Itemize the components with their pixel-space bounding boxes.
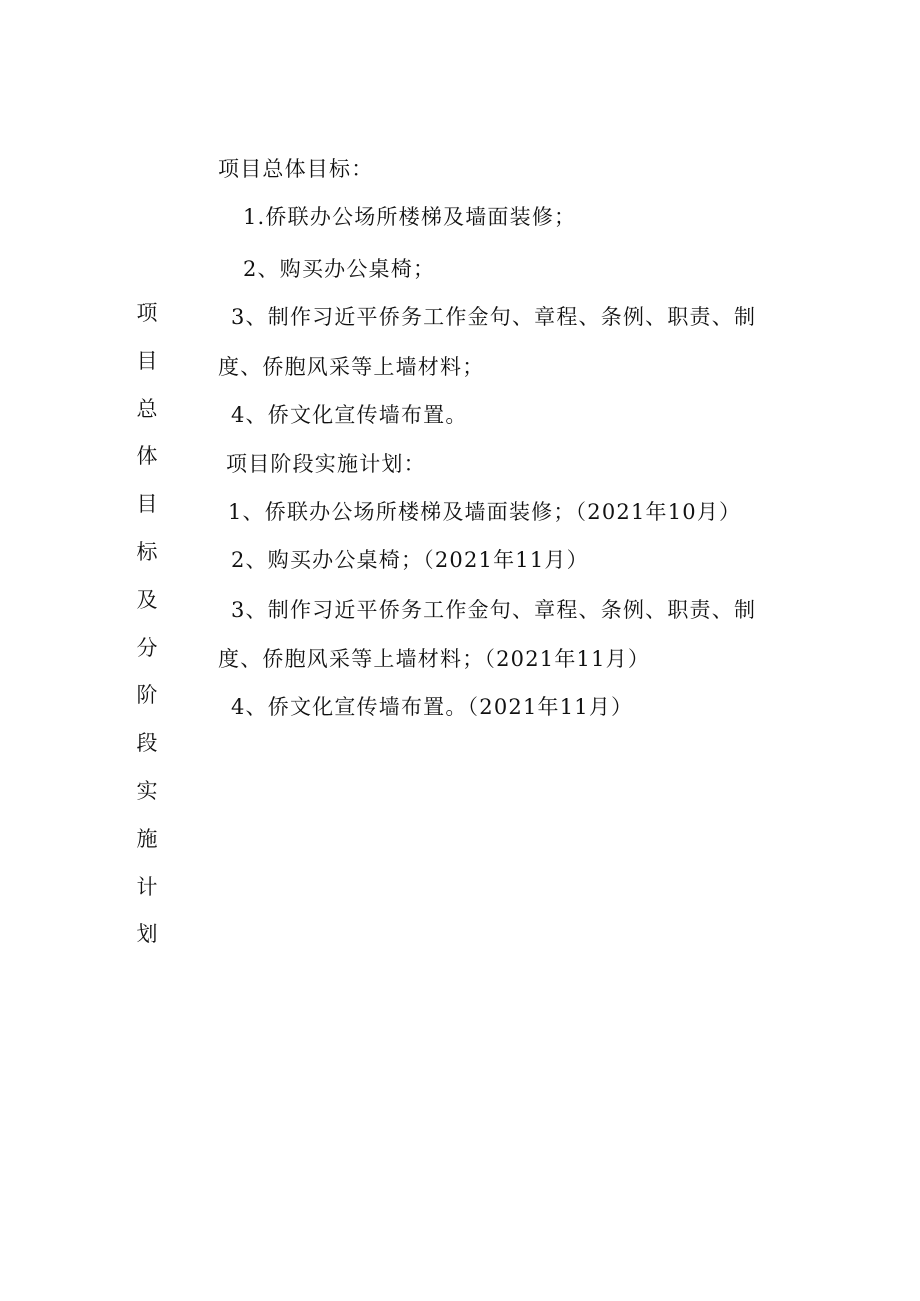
side-label-char: 阶 xyxy=(136,683,158,708)
phase-plan-heading: 项目阶段实施计划： xyxy=(226,452,426,476)
overall-goal-item-4: 4、侨文化宣传墙布置。 xyxy=(231,403,468,427)
overall-goal-item-1: 1.侨联办公场所楼梯及墙面装修； xyxy=(243,205,577,229)
side-label-char: 目 xyxy=(136,348,158,373)
side-label-vertical xyxy=(130,296,164,965)
side-label-char: 标 xyxy=(136,539,158,564)
side-label-char: 项 xyxy=(136,301,158,325)
phase-plan-item-3: 3、制作习近平侨务工作金句、章程、条例、职责、制 xyxy=(231,598,757,622)
overall-goal-item-3-cont: 度、侨胞风采等上墙材料； xyxy=(218,355,485,379)
phase-plan-item-4: 4、侨文化宣传墙布置。（2021年11月） xyxy=(231,695,634,719)
side-label-char: 实 xyxy=(136,778,158,803)
side-label-char: 目 xyxy=(136,492,158,517)
side-label-char: 体 xyxy=(136,444,158,469)
side-label-char: 划 xyxy=(136,922,158,947)
side-label-char: 分 xyxy=(136,635,158,660)
side-label-char: 施 xyxy=(136,826,158,851)
side-label-char: 计 xyxy=(136,874,158,899)
side-label-char: 及 xyxy=(136,587,158,612)
overall-goal-item-2: 2、购买办公桌椅； xyxy=(243,257,436,281)
overall-goal-item-3: 3、制作习近平侨务工作金句、章程、条例、职责、制 xyxy=(231,305,757,329)
phase-plan-item-2: 2、购买办公桌椅；（2021年11月） xyxy=(231,548,589,572)
side-label-char: 总 xyxy=(136,396,158,421)
side-label-char: 段 xyxy=(136,731,158,756)
overall-goal-heading: 项目总体目标： xyxy=(218,157,374,181)
phase-plan-item-3-cont: 度、侨胞风采等上墙材料；（2021年11月） xyxy=(218,647,651,671)
phase-plan-item-1: 1、侨联办公场所楼梯及墙面装修；（2021年10月） xyxy=(228,500,742,524)
